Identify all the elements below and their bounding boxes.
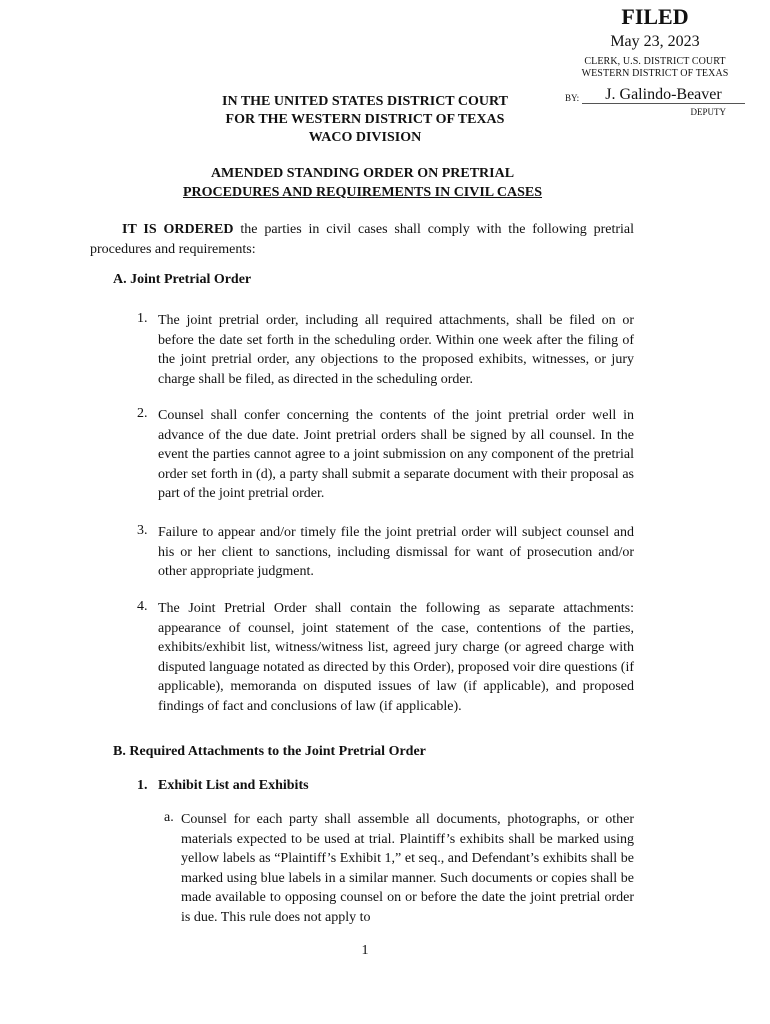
section-a-item-number: 1. bbox=[137, 311, 148, 326]
court-heading-line-1: IN THE UNITED STATES DISTRICT COURT bbox=[222, 94, 508, 109]
deputy-label: DEPUTY bbox=[690, 107, 726, 117]
clerk-line-2: WESTERN DISTRICT OF TEXAS bbox=[581, 68, 729, 79]
exhibit-list-number: 1. bbox=[137, 778, 148, 793]
section-a-item-text: Failure to appear and/or timely file the joint pretrial order will subject counsel and his or her client to sanctions, including dismissal for want of prosecution and/or other appropriate judgment. bbox=[158, 525, 634, 579]
signature-line bbox=[582, 103, 745, 104]
section-a-item-text: Counsel shall confer concerning the contents of the joint pretrial order well in advance of the due date. Joint pretrial orders shall be signed by all counsel. In the event the parties cannot agree to a joint submission on any component of the pretrial order set forth in (d), a party shall submit a separate document with their proposal as part of the joint pretrial order. bbox=[158, 408, 634, 501]
clerk-line-1: CLERK, U.S. DISTRICT COURT bbox=[584, 56, 726, 67]
section-a-item-number: 3. bbox=[137, 523, 148, 538]
section-a-item-text: The Joint Pretrial Order shall contain the following as separate attachments: appearance of counsel, joint statement of the case, contentions of the parties, exhibits/exhibit list, witness/witness list, agreed jury charge (or agreed charge with disputed language notated as directed by this Order), proposed voir dire questions (if applicable), memoranda on disputed issues of law (if applicable), and proposed findings of fact and conclusions of law (if applicable). bbox=[158, 601, 634, 714]
order-title-line-2: PROCEDURES AND REQUIREMENTS IN CIVIL CASES bbox=[182, 185, 543, 200]
subitem-a-text: Counsel for each party shall assemble all documents, photographs, or other materials expected to be used at trial. Plaintiff’s exhibits shall be marked using yellow labels as “Plaintiff’s Exhibit 1,” et seq., and Defendant’s exhibits shall be marked using blue labels in a similar manner. Such documents or copies shall be made available to opposing counsel on or before the date the joint pretrial order is due. This rule does not apply to bbox=[181, 812, 634, 925]
section-a-item-number: 4. bbox=[137, 599, 148, 614]
filed-stamp-title: FILED bbox=[621, 4, 689, 29]
section-b-heading: B. Required Attachments to the Joint Pretrial Order bbox=[113, 744, 426, 759]
section-a-item-number: 2. bbox=[137, 406, 148, 421]
deputy-signature: J. Galindo-Beaver bbox=[605, 86, 722, 103]
subitem-a-label: a. bbox=[164, 810, 174, 825]
court-heading-line-2: FOR THE WESTERN DISTRICT OF TEXAS bbox=[225, 112, 505, 127]
section-a-item-text: The joint pretrial order, including all required attachments, shall be filed on or before the date set forth in the scheduling order. Within one week after the filing of the joint pretrial order, any objections to the proposed exhibits, witnesses, or jury charge shall be filed, as directed in the scheduling order. bbox=[158, 313, 634, 387]
intro-text: the parties in civil cases shall comply with the following pretrial procedures and requirements: bbox=[90, 222, 634, 257]
section-a-heading: A. Joint Pretrial Order bbox=[113, 272, 252, 287]
order-title-line-1: AMENDED STANDING ORDER ON PRETRIAL bbox=[210, 166, 515, 181]
court-heading-line-3: WACO DIVISION bbox=[308, 130, 422, 145]
intro-paragraph bbox=[90, 220, 634, 259]
by-label: BY: bbox=[565, 93, 580, 103]
intro-ordered-phrase: IT IS ORDERED bbox=[122, 222, 234, 237]
page-number: 1 bbox=[361, 943, 369, 958]
exhibit-list-heading: Exhibit List and Exhibits bbox=[158, 778, 309, 793]
filed-date: May 23, 2023 bbox=[610, 33, 700, 50]
